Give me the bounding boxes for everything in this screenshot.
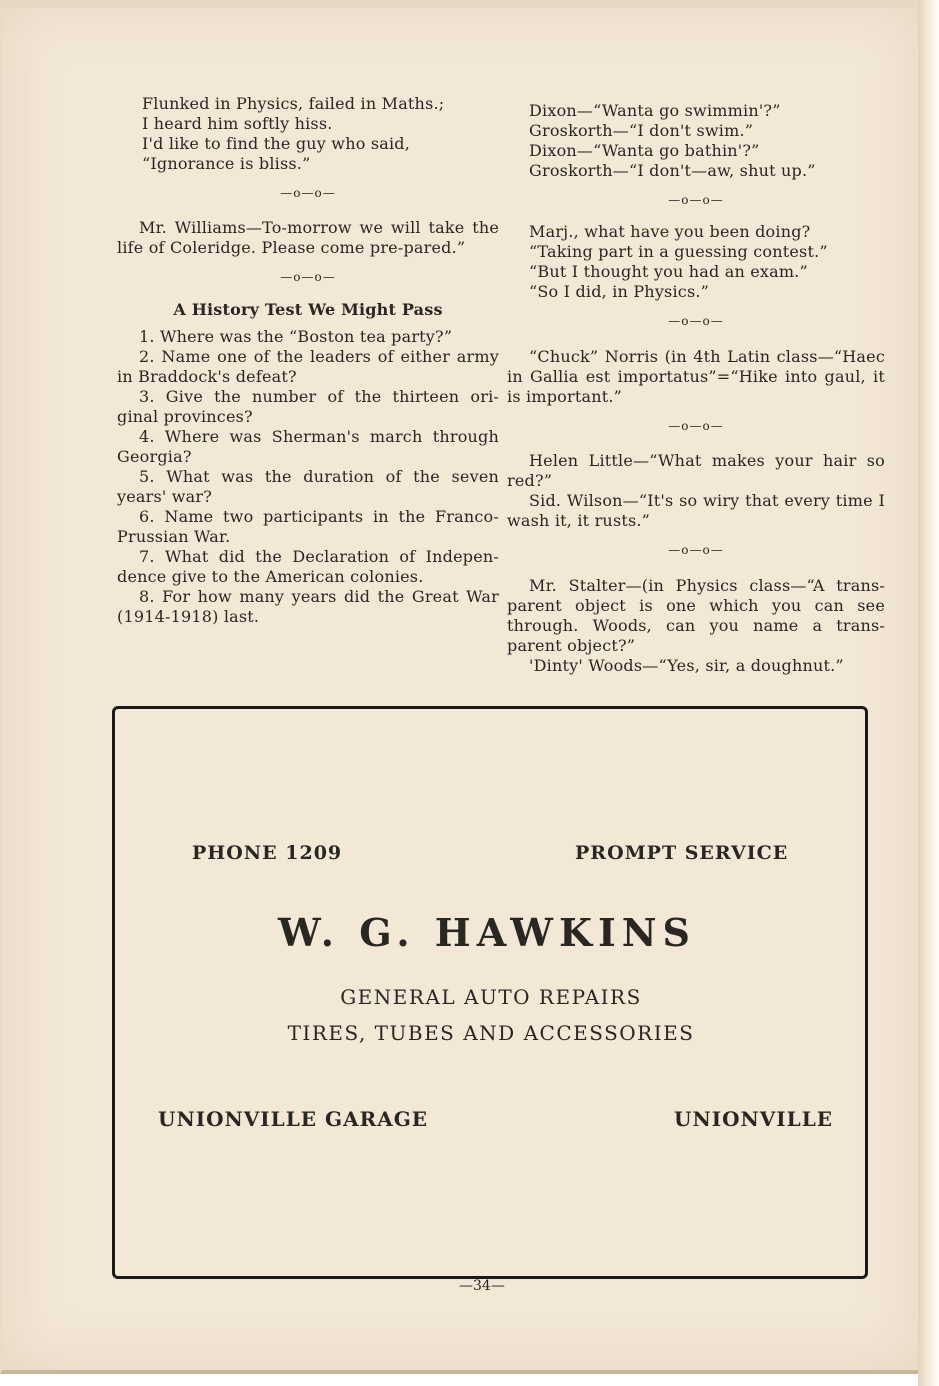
question: 8. For how many years did the Great War (1914-1918) last. <box>117 587 499 626</box>
ad-garage-name: UNIONVILLE GARAGE <box>158 1107 429 1131</box>
poem-line: I heard him softly hiss. <box>142 114 333 133</box>
question: 3. Give the number of the thirteen ori-ginal provinces? <box>117 387 499 426</box>
dinty-reply: 'Dinty' Woods—“Yes, sir, a doughnut.” <box>529 656 844 675</box>
separator: —o—o— <box>280 270 336 284</box>
right-column <box>507 101 885 676</box>
dialogue-line: Dixon—“Wanta go bathin'?” <box>529 141 760 160</box>
question: 5. What was the duration of the seven years' war? <box>117 467 499 506</box>
dialogue-line: “So I did, in Physics.” <box>529 282 710 301</box>
poem-line: “Ignorance is bliss.” <box>142 154 311 173</box>
left-column <box>117 94 499 627</box>
poem-line: Flunked in Physics, failed in Maths.; <box>142 94 445 113</box>
ad-phone: PHONE 1209 <box>192 842 343 864</box>
dialogue-line: Groskorth—“I don't—aw, shut up.” <box>529 161 816 180</box>
sid-line: Sid. Wilson—“It's so wiry that every time I wash it, it rusts.” <box>507 491 885 530</box>
dixon-dialogue <box>507 101 885 181</box>
page-number: —34— <box>459 1278 505 1294</box>
dialogue-line: “Taking part in a guessing contest.” <box>529 242 828 261</box>
dialogue-line: Groskorth—“I don't swim.” <box>529 121 754 140</box>
history-test-heading: A History Test We Might Pass <box>173 300 443 319</box>
williams-joke: Mr. Williams—To-morrow we will take the life of Coleridge. Please come pre-pared.” <box>117 218 499 257</box>
question: 4. Where was Sherman's march through Georgia? <box>117 427 499 466</box>
question: 1. Where was the “Boston tea party?” <box>139 327 453 346</box>
question: 6. Name two participants in the Franco-Prussian War. <box>117 507 499 546</box>
separator: —o—o— <box>668 419 724 433</box>
question: 7. What did the Declaration of Indepen-dence give to the American colonies. <box>117 547 499 586</box>
ad-prompt-service: PROMPT SERVICE <box>575 842 789 864</box>
marj-dialogue <box>507 222 885 302</box>
paper-right-edge <box>918 0 939 1386</box>
helen-line: Helen Little—“What makes your hair so red?” <box>507 451 885 490</box>
poem-line: I'd like to find the guy who said, <box>142 134 411 153</box>
separator: —o—o— <box>668 193 724 207</box>
history-questions <box>117 327 499 627</box>
separator: —o—o— <box>280 186 336 200</box>
chuck-joke: “Chuck” Norris (in 4th Latin class—“Haec in Gallia est importatus”=“Hike into gaul, it is important.” <box>507 347 885 406</box>
paper-top-edge <box>0 0 918 8</box>
separator: —o—o— <box>668 543 724 557</box>
ad-line-repairs: GENERAL AUTO REPAIRS <box>340 985 642 1009</box>
question: 2. Name one of the leaders of either army in Braddock's defeat? <box>117 347 499 386</box>
stalter-joke: Mr. Stalter—(in Physics class—“A trans-parent object is one which you can see through. Woods, can you name a trans-parent object?” <box>507 576 885 655</box>
separator: —o—o— <box>668 314 724 328</box>
ad-business-name: W. G. HAWKINS <box>278 910 696 955</box>
dialogue-line: Marj., what have you been doing? <box>529 222 811 241</box>
dialogue-line: Dixon—“Wanta go swimmin'?” <box>529 101 781 120</box>
ad-line-accessories: TIRES, TUBES AND ACCESSORIES <box>287 1021 695 1045</box>
poem <box>117 94 499 174</box>
dialogue-line: “But I thought you had an exam.” <box>529 262 808 281</box>
ad-town: UNIONVILLE <box>674 1107 834 1131</box>
